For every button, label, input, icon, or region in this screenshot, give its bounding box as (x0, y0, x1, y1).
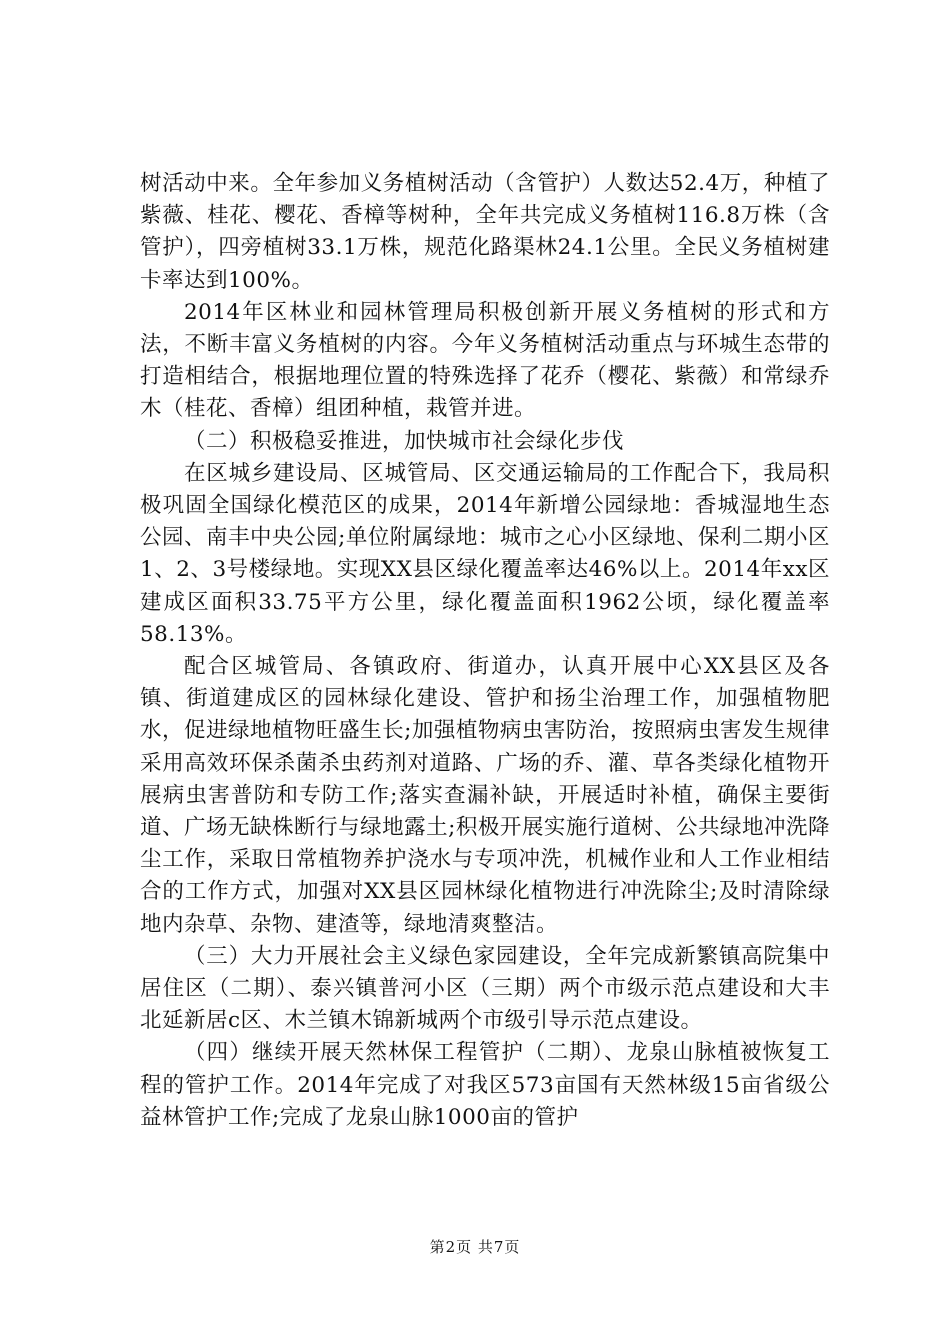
document-body (140, 168, 830, 1134)
paragraph-5: （三）大力开展社会主义绿色家园建设，全年完成新繁镇高院集中居住区（二期）、泰兴镇普河小区（三期）两个市级示范点建设和大丰北延新居c区、木兰镇木锦新城两个市级引导示范点建设。 (140, 943, 830, 1034)
paragraph-1: 树活动中来。全年参加义务植树活动（含管护）人数达52.4万，种植了紫薇、桂花、樱花、香樟等树种，全年共完成义务植树116.8万株（含管护），四旁植树33.1万株，规范化路渠林24.1公里。全民义务植树建卡率达到100%。 (140, 171, 830, 293)
paragraph-3: 在区城乡建设局、区城管局、区交通运输局的工作配合下，我局积极巩固全国绿化模范区的成果，2014年新增公园绿地：香城湿地生态公园、南丰中央公园;单位附属绿地：城市之心小区绿地、保利二期小区1、2、3号楼绿地。实现XX县区绿化覆盖率达46%以上。2014年xx区建成区面积33.75平方公里，绿化覆盖面积1962公顷，绿化覆盖率58.13%。 (140, 460, 830, 647)
section-heading-2: （二）积极稳妥推进，加快城市社会绿化步伐 (184, 428, 625, 454)
paragraph-6: （四）继续开展天然林保工程管护（二期）、龙泉山脉植被恢复工程的管护工作。2014年完成了对我区573亩国有天然林级15亩省级公益林管护工作;完成了龙泉山脉1000亩的管护 (140, 1040, 830, 1130)
paragraph-2: 2014年区林业和园林管理局积极创新开展义务植树的形式和方法，不断丰富义务植树的内容。今年义务植树活动重点与环城生态带的打造相结合，根据地理位置的特殊选择了花乔（樱花、紫薇）和常绿乔木（桂花、香樟）组团种植，栽管并进。 (140, 299, 830, 422)
paragraph-4: 配合区城管局、各镇政府、街道办，认真开展中心XX县区及各镇、街道建成区的园林绿化建设、管护和扬尘治理工作，加强植物肥水，促进绿地植物旺盛生长;加强植物病虫害防治，按照病虫害发生规律采用高效环保杀菌杀虫药剂对道路、广场的乔、灌、草各类绿化植物开展病虫害普防和专防工作;落实查漏补缺，开展适时补植，确保主要街道、广场无缺株断行与绿地露土;积极开展实施行道树、公共绿地冲洗降尘工作，采取日常植物养护浇水与专项冲洗，机械作业和人工作业相结合的工作方式，加强对XX县区园林绿化植物进行冲洗除尘;及时清除绿地内杂草、杂物、建渣等，绿地清爽整洁。 (140, 654, 830, 937)
page-footer: 第2页 共7页 (429, 1238, 521, 1256)
